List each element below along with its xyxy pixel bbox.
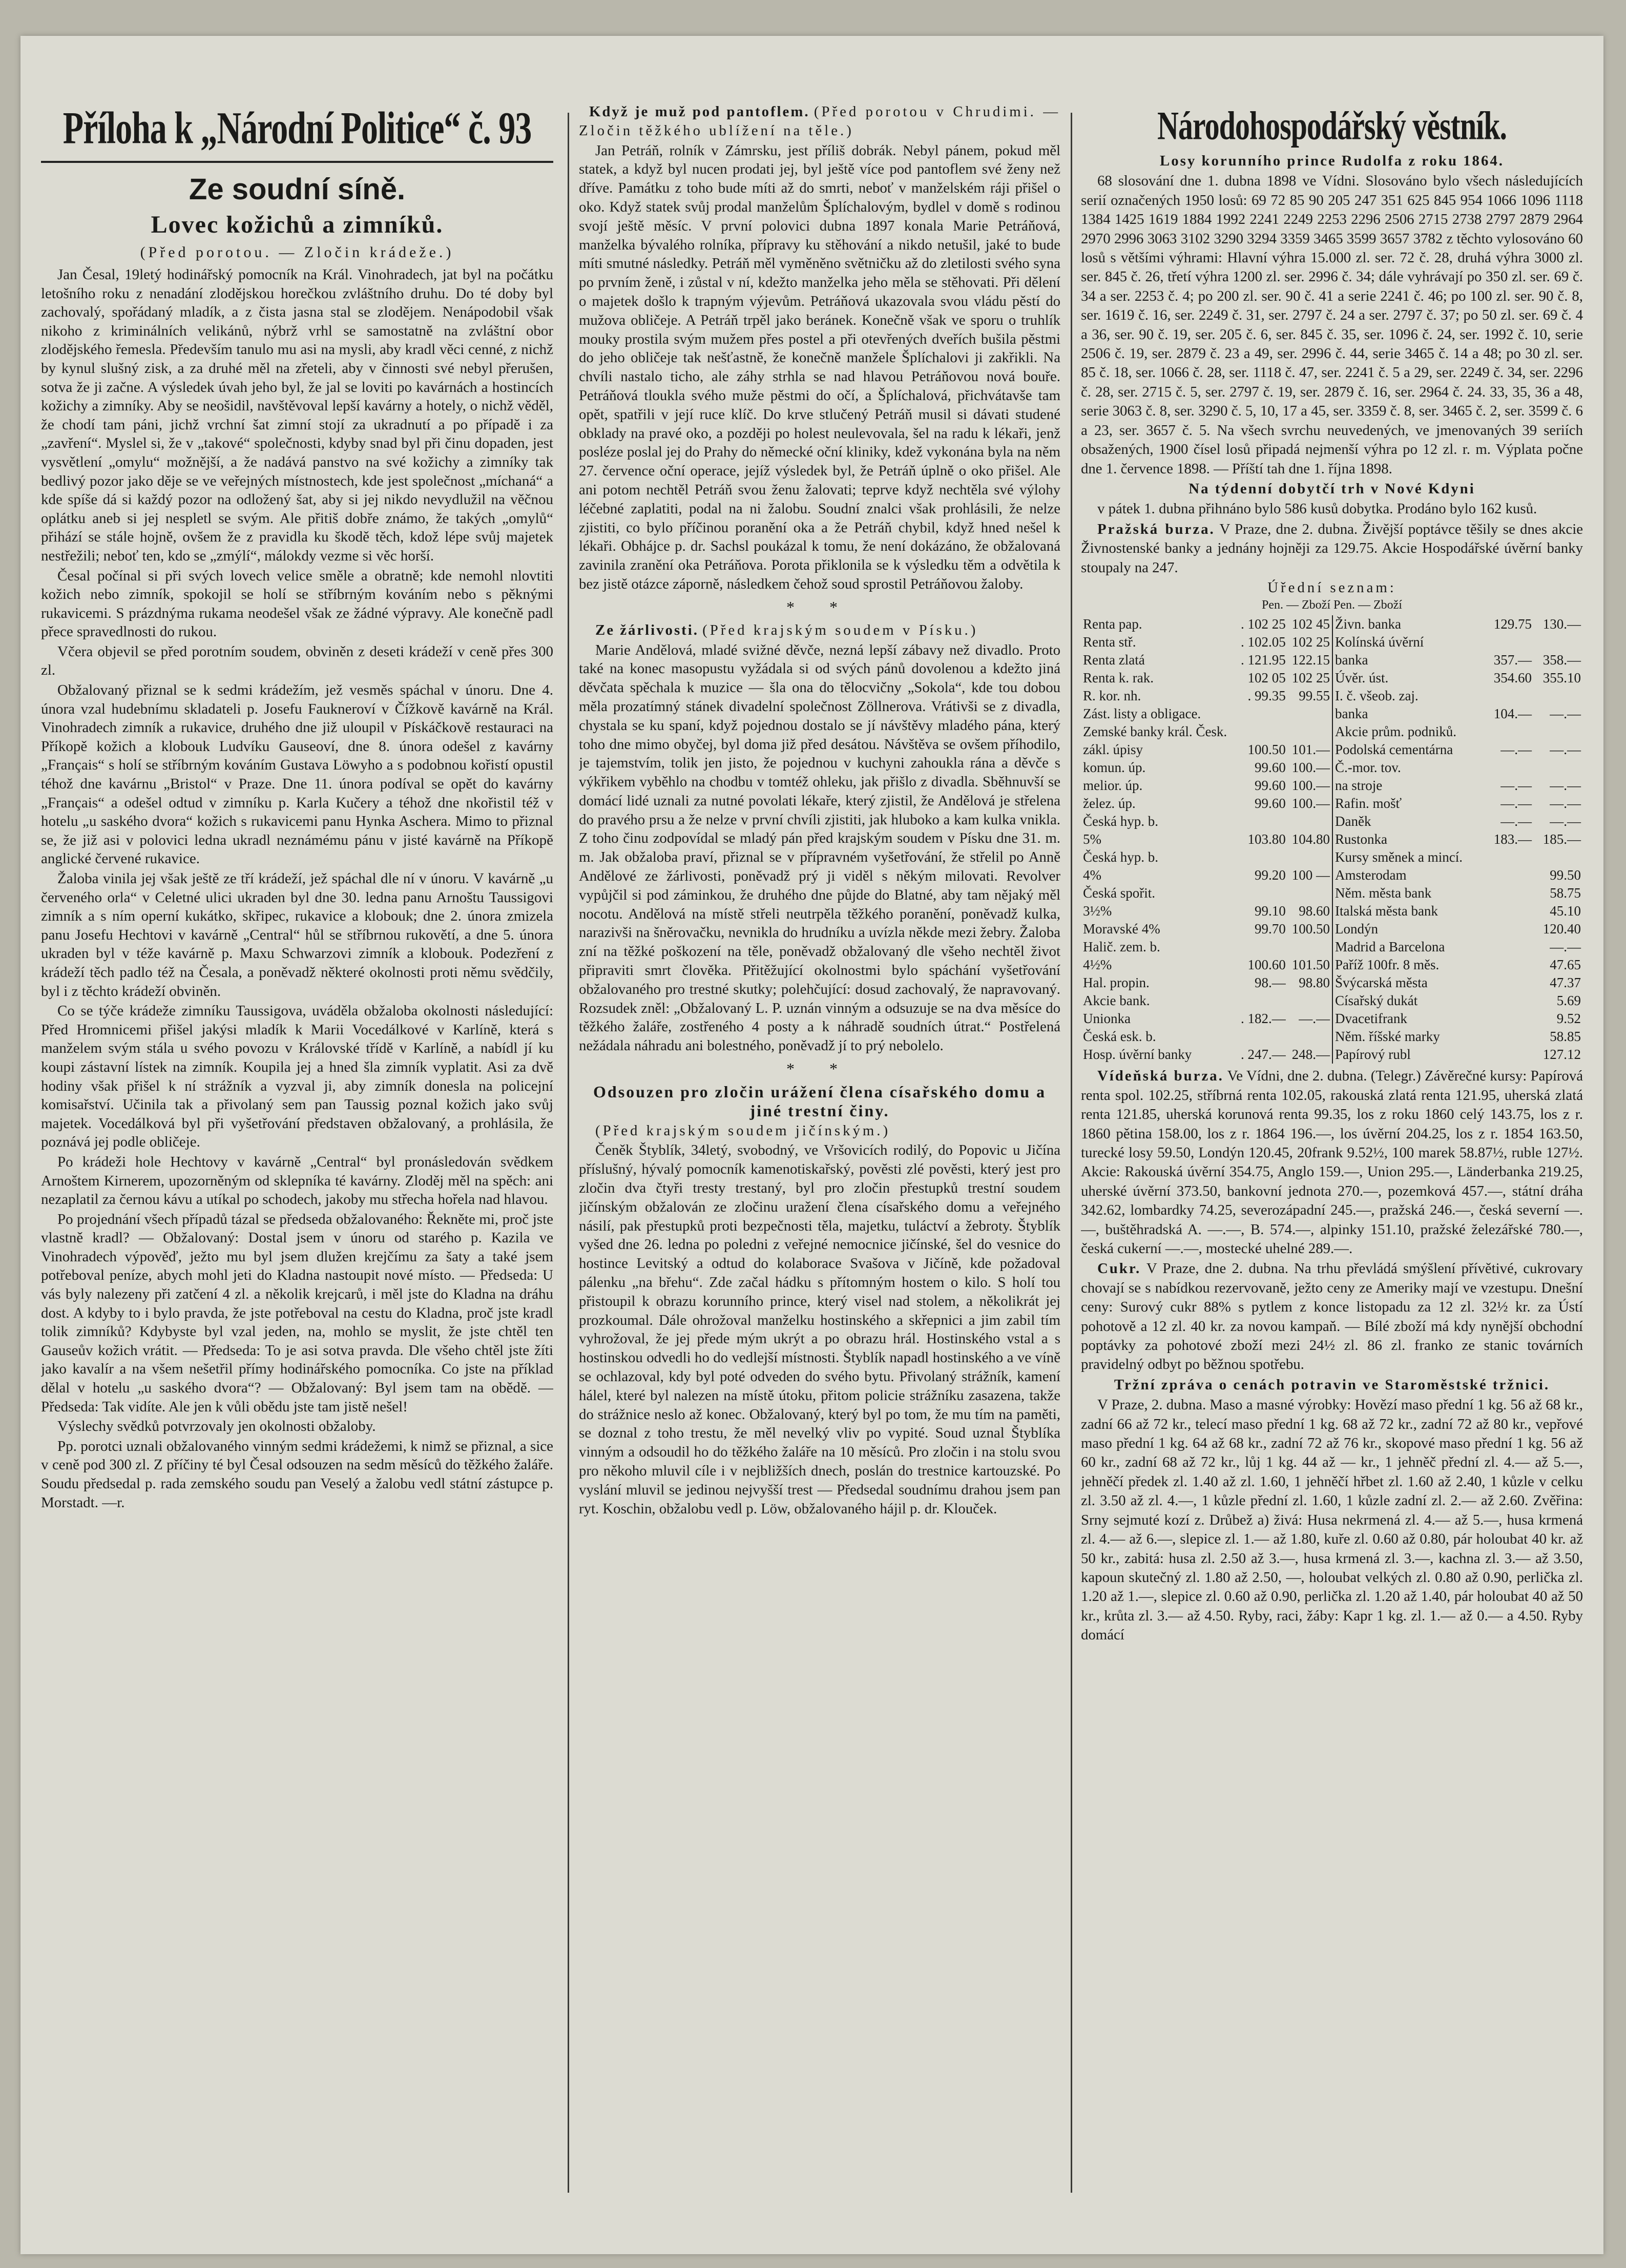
table-row <box>1081 848 1332 866</box>
row-label: Něm. města bank <box>1335 885 1432 901</box>
row-value: 47.65 <box>1550 957 1581 973</box>
row-label: Kolínská úvěrní <box>1335 634 1424 650</box>
row-value: —.— <box>1500 814 1532 829</box>
table-row <box>1081 813 1332 830</box>
row-value: —.— <box>1500 796 1532 812</box>
article-body <box>579 641 1060 1056</box>
row-value <box>1236 705 1287 723</box>
article-lead: (Před krajským soudem jičínským.) <box>595 1122 891 1139</box>
row-value <box>1288 1028 1332 1046</box>
row-value: —.— <box>1500 778 1532 794</box>
paragraph: Marie Andělová, mladé svižné děvče, nezná lepší zábavy než divadlo. Proto také na konec masopustu vyžádala si od svých pánů dovolenou a kdežto jiná děvčata spěchala k muzice — šla ona do tělocvičny „Sokola“, kde tou dobou měla prozatímný stánek divadelní společnost Zöllnerova. Vrátivši se z divadla, chystala se ku spaní, když pojednou dostalo se jí návštěvy mladého pána, který toho dne mimo obyčej, byl doma již před desátou. Návštěva se ovšem příhodilo, je tajemstvím, tolik jen jisto, že pojednou v kuchyni zahoukla rána a děvče s výkřikem vyběhlo na chodbu v tomtéž ohleku, jak přišlo z divadla. Sběhnuvší se domácí lidé uznali za nutné povolati lékaře, který zjistil, že Andělová je střelena do pravého prsu a že nelze v první chvíli zjistiti, jak hluboko a kam kulka vnikla. Z toho činu zodpovídal se mladý pán před krajským soudem v Písku dne 31. m. m. Jak obžaloba praví, přiznal se v přípravném vyšetřování, že střelil po Anně Andělové ze žárlivosti, poněvadž prý ji viděl s někým milovati. Revolver vypůjčil si pod záminkou, že druhého dne půjde do Blatné, aby tam nějaký měl nocotu. Andělová na místě střeli neutrpěla těžkého poranění, poněvadž kulka, narazivši na šněrovačku, nevnikla do hrudníku a uvízla někde mezi žebry. Žaloba zní na těžké poškození na těle, poněvadž obžalovaný dle všeho nechtěl život připraviti smrt člověka. Přitěžující okolnostmi bylo spáchání vyšetřování obžalovaného pro trestné skutky; polehčující: dosud zachovalý, že napravovaný. Rozsudek zněl: „Obžalovaný L. P. uznán vinným a odsuzuje se na dva měsíce do těžkého žaláře, zostřeného 4 posty a k náhradě soudních útrat.“ Postřelená nežádala náhradu ani bolestného, poněvadž jí to prý nebolelo. <box>579 641 1060 1054</box>
row-label: Daněk <box>1335 814 1371 829</box>
article-title: Odsouzen pro zločin urážení člena císařského domu a jiné trestní činy. <box>593 1083 1046 1120</box>
row-value: 185.— <box>1542 831 1581 847</box>
cukr-text: V Praze, dne 2. dubna. Na trhu převládá smýšlení přívětivé, cukrovary chovají se s nabídkou rezervovaně, ježto ceny ze Ameriky mají ve vzestupu. Dnešní ceny: Surový cukr 88% s pytlem z konce listopadu za 12 zl. 32½ kr. za Ústí pohotově a 12 zl. 40 kr. za novou kampaň. — Bílé zboží má kdy nynější obchodní poptávky za pohotové zboží mezi 24½ zl. 86 zl. franko ze stanic továrních pravidelný odbyt po běžnou spotřebu. <box>1081 1260 1583 1373</box>
row-label: Zást. listy a obligace. <box>1083 706 1201 722</box>
row-value: . 121.95 <box>1240 652 1286 668</box>
videnska-text: Ve Vídni, dne 2. dubna. (Telegr.) Závěrečné kursy: Papírová renta spol. 102.25, stříbrná renta 102.05, rakouská zlatá renta 121.95, uherská zlatá renta 121.85, uherská korunová renta 99.35, los z roku 1860 celý 143.75, los z r. 1860 pětina 158.00, los z r. 1864 196.—, los úvěrní 204.25, los z r. 1854 163.50, turecké losy 59.50, Londýn 120.45, 20frank 9.52½, 100 marek 58.87½, ruble 127½. Akcie: Rakouská úvěrní 354.75, Anglo 159.—, Union 295.—, Länderbanka 219.25, uherské úvěrní 373.50, bankovní jednota 270.—, pozemková 457.—, státní dráha 342.62, lombardky 74.25, severozápadní 245.—, pražská 246.—, česká severní —.—, buštěhradská A. —.—, B. 574.—, alpinky 151.10, pražské železářské 780.—, česká cukerní —.—, mostecké uhelné 289.—. <box>1081 1068 1583 1257</box>
row-value: 45.10 <box>1550 903 1581 919</box>
row-label: Hal. propin. <box>1083 975 1150 991</box>
row-value: —.— <box>1550 706 1581 722</box>
row-label: 3½% <box>1083 903 1112 919</box>
row-value: —.— <box>1550 796 1581 812</box>
row-value <box>1288 938 1332 956</box>
table-row <box>1081 759 1332 777</box>
row-value <box>1485 848 1534 866</box>
row-label: Renta stř. <box>1083 634 1136 650</box>
section-title: Ze soudní síně. <box>189 173 406 206</box>
row-label: Podolská cementárna <box>1335 742 1453 758</box>
exchange-table <box>1081 612 1583 1067</box>
table-row <box>1081 938 1332 956</box>
row-label: R. kor. nh. <box>1083 688 1141 704</box>
row-value <box>1236 848 1287 866</box>
row-value <box>1485 1010 1534 1028</box>
table-row <box>1332 1046 1583 1064</box>
row-value <box>1485 938 1534 956</box>
row-value: 183.— <box>1493 831 1532 847</box>
paragraph: Čeněk Štyblík, 34letý, svobodný, ve Vršovicích rodilý, do Popovic u Jičína příslušný, hývalý pomocník kamenotiskařský, pověsti zlé pověsti, který jest pro zločin dva čtyři tresty trestaný, byl pro zločin přestupků trestní soudem jičínským obžalován ze zločinu uražení člena císařského domu a veřejného násilí, pak přestupků proti bezpečnosti těla, majetku, tuláctví a žebroty. Štyblík vyšed dne 26. ledna po poledni z veřejné nemocnice jičínské, šel do vesnice do hostince Levitský a odtud do kolaborace Svašova v Jičíně, kde požadoval pálenku „na břehu“. Zde začal hádku s přítomným hostem o kilo. S holí tou přistoupil k obrazu korunního prince, který visel nad stolem, a několikrát jej prozkoumal. Dále ohrožoval manželku hostinského a skřepnici a jim zabil tím vyhrožoval, že jej přede mým ukrýt a po obrazu hrál. Hostinského vstal a s hostinskou odvedli ho do vedlejší místnosti. Štyblík napadl hostinského a ve víně se ochlazoval, kdy byl poté odveden do svého bytu. Přivolaný strážník, kamení hálel, které byl nalezen na místě útoku, přitom policie strážníku zasazena, takže do strážnice neslo až konec. Obžalovaný, který byl po tom, že mu tím na paměti, se doznal z toho trestu, že měl nevelký vliv po vypité. Soud uznal Štyblíka vinným a odsoudil ho do těžkého žaláře na 10 měsíců. Pro zločin i na stolu svou pro někoho mluvil cíle i v nejbližších dnech, poslán do trestnice kartouzské. Po vyslání mluvil se jedinou nejvyšší trest — Předsedal soudnímu drahou jsem pan ryt. Koschin, obžalobu vedl p. Löw, obžalovaného hájil p. dr. Klouček. <box>579 1142 1060 1517</box>
table-left <box>1081 615 1332 1064</box>
row-value: 100.— <box>1291 778 1330 794</box>
table-row <box>1081 615 1332 633</box>
table-row <box>1332 633 1583 651</box>
row-value: 58.75 <box>1550 885 1581 901</box>
row-label: Živn. banka <box>1335 616 1401 632</box>
table-row <box>1081 705 1332 723</box>
row-label: Halič. zem. b. <box>1083 939 1160 955</box>
paragraph: Po krádeži hole Hechtovy v kavárně „Central“ byl pronásledován svědkem Arnoštem Kirnerem, upozorněným od sklepníka té kavárny. Zloděj měl na spěch: ani nezaplatil za černou kávu a utíkal po schodech, jakoby mu střecha hořela nad hlavou. <box>41 1153 553 1208</box>
row-label: Unionka <box>1083 1011 1131 1027</box>
row-value: —.— <box>1550 939 1581 955</box>
row-value: 102 25 <box>1291 670 1330 686</box>
row-value <box>1485 902 1534 920</box>
row-value <box>1534 633 1583 651</box>
table-row <box>1332 866 1583 884</box>
row-value: 101.50 <box>1291 957 1330 973</box>
row-value: 355.10 <box>1542 670 1581 686</box>
row-label: Zemské banky král. Česk. <box>1083 724 1227 740</box>
row-value: 104.80 <box>1291 831 1330 847</box>
separator-stars: * * <box>786 1059 853 1078</box>
table-row <box>1081 1046 1332 1064</box>
row-label: Rustonka <box>1335 831 1388 847</box>
row-value: 248.— <box>1291 1047 1330 1063</box>
row-label: Akcie bank. <box>1083 993 1150 1009</box>
row-value: —.— <box>1550 778 1581 794</box>
row-value: 357.— <box>1493 652 1532 668</box>
table-row <box>1081 741 1332 759</box>
table-row <box>1081 633 1332 651</box>
table-row <box>1081 920 1332 938</box>
column-economic-news <box>1081 102 1583 2239</box>
row-value <box>1236 884 1287 902</box>
row-value: . 247.— <box>1240 1047 1286 1063</box>
table-row <box>1081 777 1332 795</box>
row-value: 100.50 <box>1291 921 1330 937</box>
table-row <box>1081 1010 1332 1028</box>
row-label: Renta k. rak. <box>1083 670 1154 686</box>
table-row <box>1332 651 1583 669</box>
table-row <box>1332 920 1583 938</box>
row-value: . 99.35 <box>1247 688 1286 704</box>
row-label: Hosp. úvěrní banky <box>1083 1047 1192 1063</box>
row-value: 99.70 <box>1254 921 1286 937</box>
table-row <box>1332 1028 1583 1046</box>
row-label: Amsterodam <box>1335 867 1407 883</box>
row-value: 127.12 <box>1542 1047 1581 1063</box>
table-row <box>1081 902 1332 920</box>
table-row <box>1332 1010 1583 1028</box>
row-value: 102 25 <box>1291 634 1330 650</box>
row-value: 104.— <box>1493 706 1532 722</box>
row-value <box>1485 1028 1534 1046</box>
row-value: —.— <box>1550 742 1581 758</box>
row-label: Madrid a Barcelona <box>1335 939 1445 955</box>
table-row <box>1332 848 1583 866</box>
row-value: 5.69 <box>1556 993 1581 1009</box>
article-title: Lovec kožichů a zimníků. <box>151 211 444 238</box>
row-label: komun. úp. <box>1083 760 1146 776</box>
row-label: Paříž 100fr. 8 měs. <box>1335 957 1440 973</box>
paragraph: Jan Petráň, rolník v Zámrsku, jest příliš dobrák. Nebyl pánem, pokud měl statek, a když byl nucen prodati jej, byl ještě více pod pantoflem své ženy než dříve. Památku z toho bude míti až do smrti, neboť v manželském ráji přišel o oko. Když statek svůj prodal manželům Šplíchalovým, bydlel v domě s rodinou svojí ještě měsíc. V první polovici dubna 1897 konala Marie Petráňová, manželka bývalého rolníka, přípravy ku stěhování a nikdo netušil, jaké to bude míti smutné následky. Petráň měl vyměněno světničku až do zletilosti svého syna po prvním ženě, i zůstal v ní, kdežto manželka jeho měla se stěhovati. Při dělení o majetek došlo k trapným výjevům. Petráňová ukazovala svou vládu pěstí do mužova obličeje. A Petráň trpěl jako beránek. Konečně však ve sporu o truhlík mouky prostila svým mužem přes postel a při otevřených dveřích bušila pěstmi do jeho obličeje tak nešťastně, že konečně manžele Šplíchalovi ji zakřikli. Na chvíli nastalo ticho, ale záhy strhla se nad hlavou Petráňovou nová bouře. Petráňová tloukla svého muže pěstmi do očí, a Šplíchalová, přichvátavše tam opět, spatřili v její ruce klíč. Do krve stlučený Petráň musil si dávati studené obklady na pravé oko, a později po holest neulevovala, šel na radu k lékaři, jenž posléze poslal jej do Prahy do německé oční kliniky, kdež vykonána byla na něm 27. července oční operace, jejíž výsledek byl, že Petráň úplně o oko přišel. Ale ani potom nechtěl Petráň svou ženu žalovati; teprve když nechtěla své výlohy léčebné zaplatiti, podal na ni žalobu. Soudní znalci však prohlásili, že nelze zjistiti, co bylo příčinou poranění oka a že Petráň chybil, když hned nešel k lékaři. Obhájce p. dr. Sachsl poukázal k tomu, že není dokázáno, že obžalovaná zavinila zranění oka Petráňova. Porota přiklonila se k výsledku těm a odvětila k bez jistě otázce záporně, následkem čehož soud sprostil Petráňovou žaloby. <box>579 142 1060 592</box>
table-row <box>1081 956 1332 974</box>
table-row <box>1332 705 1583 723</box>
table-title: Úřední seznam: <box>1267 579 1396 596</box>
row-value: 99.50 <box>1550 867 1581 883</box>
burza-text: V Praze, dne 2. dubna. Živější poptávce těšily se dnes akcie Živnostenské banky a jednány hojněji za 129.75. Akcie Hospodářské úvěrní banky stoupaly na 247. <box>1081 521 1583 576</box>
table-row <box>1332 956 1583 974</box>
newspaper-page <box>20 36 1603 2254</box>
table-row <box>1332 902 1583 920</box>
row-value: 122.15 <box>1291 652 1330 668</box>
article-lead: (Před krajským soudem v Písku.) <box>702 621 978 638</box>
table-row <box>1332 777 1583 795</box>
table-row <box>1081 992 1332 1010</box>
table-row <box>1081 866 1332 884</box>
table-row <box>1081 1028 1332 1046</box>
row-label: Kursy směnek a mincí. <box>1335 849 1463 865</box>
row-label: Londýn <box>1335 921 1378 937</box>
row-value <box>1288 884 1332 902</box>
row-value: 129.75 <box>1493 616 1532 632</box>
table-row <box>1081 669 1332 687</box>
row-label: Císařský dukát <box>1335 993 1418 1009</box>
row-value <box>1288 705 1332 723</box>
row-value <box>1485 956 1534 974</box>
table-row <box>1332 813 1583 830</box>
column-rule <box>568 113 569 2193</box>
row-value: 101.— <box>1291 742 1330 758</box>
masthead: Příloha k „Národní Politice“ č. 93 <box>62 103 532 154</box>
table-row <box>1332 741 1583 759</box>
row-value: 58.85 <box>1550 1029 1581 1045</box>
row-value <box>1236 992 1287 1010</box>
row-value <box>1485 866 1534 884</box>
row-value <box>1534 687 1583 705</box>
row-value <box>1485 1046 1534 1064</box>
paragraph: Pp. porotci uznali obžalovaného vinným sedmi krádežemi, k nimž se přiznal, a sice v ceně pod 300 zl. Z příčiny té byl Česal odsouzen na sedm měsíců do těžkého žaláře. Soudu předsedal p. rada zemského soudu pan Veselý a žalobu vedl státní zástupce p. Morstadt. —r. <box>41 1438 553 1511</box>
row-value <box>1534 848 1583 866</box>
article-body <box>579 1141 1060 1518</box>
table-row <box>1332 687 1583 705</box>
row-value <box>1485 759 1534 777</box>
table-row <box>1332 992 1583 1010</box>
row-value: 98.60 <box>1299 903 1330 919</box>
row-label: Rafin. mošť <box>1335 796 1402 812</box>
table-right <box>1332 615 1583 1064</box>
table-row <box>1081 651 1332 669</box>
row-value: —.— <box>1500 742 1532 758</box>
article-body <box>41 265 553 1512</box>
burza-title: Pražská burza. <box>1097 521 1215 537</box>
row-value: 99.10 <box>1254 903 1286 919</box>
table-row <box>1081 687 1332 705</box>
masthead: Národohospodářský věstník. <box>1157 103 1507 149</box>
paragraph: Jan Česal, 19letý hodinářský pomocník na Král. Vinohradech, jat byl na počátku letošního roku z nenadání zlodějskou horečkou zvláštního druhu. Do té doby byl zachovalý, spořádaný mladík, a z čista jasna stal se zlodějem. Nenápodobil však nikoho z kriminálních velikánů, nýbrž vrhl se samostatně na zvláštní obor zlodějského řemesla. Především tanulo mu asi na mysli, aby kradl věci cenné, z nichž by kynul slušný zisk, a za druhé měl na zřeteli, aby v činnosti své nebyl přerušen, sotva že ji začne. A výsledek úvah jeho byl, že jal se loviti po kavárnách a hostincích kožichy a zimníky. Aby se neošidil, navštěvoval lepší kavárny a hotely, o nichž věděl, že chodí tam páni, jichž vrchní šat zimní stojí za ukradnutí a po případě i za „zavření“. Myslel si, že v „takové“ společnosti, kdyby snad byl při činu dopaden, jest vysvětlení „omylu“ možnější, a že nadává panstvo na své kožichy a zimníky tak bedlivý pozor jako děje se ve veřejných místnostech, kde jest společnost „míchaná“ a kde spíše dá si každý pozor na odložený šat, aby si jej nikdo nevydlužil na věčnou oplátku aneb si jej nespletl se svým. Ale přitiš dobře známo, že takých „omylů“ přihází se stále hojně, ovšem že z pravidla ku škodě těch, kdož lépe svůj majetek nestřežili; neboť ten, kdo se „zmýlí“, málokdy vezme si věc horší. <box>41 266 553 564</box>
table-row <box>1332 615 1583 633</box>
row-value: 102 45 <box>1291 616 1330 632</box>
table-row <box>1081 974 1332 992</box>
row-label: Česká hyp. b. <box>1083 849 1158 865</box>
row-label: Česká hyp. b. <box>1083 814 1158 829</box>
article-lead: (Před porotou v Chrudimi. — Zločin těžkého ublížení na těle.) <box>579 103 1060 139</box>
row-label: Moravské 4% <box>1083 921 1160 937</box>
row-value: 100.— <box>1291 796 1330 812</box>
row-value <box>1485 992 1534 1010</box>
table-row <box>1332 723 1583 741</box>
row-value <box>1485 723 1534 741</box>
trzni-text: V Praze, 2. dubna. Maso a masné výrobky: Hovězí maso přední 1 kg. 56 až 68 kr., zadní 66 až 72 kr., telecí maso přední 1 kg. 68 až 72 kr., zadní 72 až 80 kr., vepřové maso přední 1 kg. 64 až 68 kr., zadní 72 až 76 kr., skopové maso přední 1 kg. 56 až 60 kr., zadní 68 až 72 kr., lůj 1 kg. 44 až — kr., 1 jehněč přední zl. 4.— až 5.—, jehněčí předek zl. 1.40 až zl. 1.60, 1 jehněčí hřbet zl. 1.60 až 2.40, 1 kůzle v celku zl. 3.50 až zl. 4.—, 1 kůzle přední zl. 1.60, 1 kůzle zadní zl. 2.— až 2.60. Zvěřina: Srny sejmuté kozí z. Drůbež a) živá: Husa nekrmená zl. 4.— až 5.—, husa krmená zl. 4.— až 6.—, slepice zl. 1.— až 1.80, kuře zl. 0.60 až 0.80, pár holoubat 40 kr. až 50 kr., zabitá: husa zl. 2.50 až 3.—, husa krmená zl. 3.—, kachna zl. 3.— až 3.50, kapoun skutečný zl. 1.80 až 2.50, —, holoubat velkých zl. 0.80 až 0.90, perlička zl. 1.20 až 1.—, slepice zl. 0.60 až 0.90, perlička zl. 1.20 až 1.40, pár holoubat 40 až 50 kr., krůta zl. 3.— až 4.50. Ryby, raci, žáby: Kapr 1 kg. zl. 1.— až 0.— a 4.50. Ryby domácí <box>1081 1397 1583 1643</box>
table-row <box>1332 669 1583 687</box>
row-value <box>1236 723 1287 741</box>
table-row <box>1332 938 1583 956</box>
row-value: 99.60 <box>1254 760 1286 776</box>
row-value: 100.— <box>1291 760 1330 776</box>
row-label: banka <box>1335 706 1368 722</box>
paragraph: Co se týče krádeže zimníku Taussigova, uváděla obžaloba okolnosti následující: Před Hromnicemi přišel jakýsi mladík k Marii Vocedálkové v Karlíně, která s manželem svým stála u svého povozu v Královské třídě v Karlíně, a nabídl jí ku koupi zástavní lístek na zimník. Koupila jej a hned šla zimník vyplatit. Asi za dvě hodiny však přišel k ní strážník a vyzval ji, aby zimník donesla na policejní komisařství. Učinila tak a přivolaný sem pan Taussig poznal kožich jako svůj majetek. Vocedálková byl při vyšetřování představen obžalovaný, a prohlásila, že poznává jej podle obličeje. <box>41 1003 553 1151</box>
row-label: Dvacetifrank <box>1335 1011 1407 1027</box>
row-label: 5% <box>1083 831 1101 847</box>
row-label: banka <box>1335 652 1368 668</box>
row-value: —.— <box>1550 814 1581 829</box>
table-row <box>1332 830 1583 848</box>
row-label: melior. úp. <box>1083 778 1143 794</box>
row-label: Renta pap. <box>1083 616 1142 632</box>
row-value <box>1236 813 1287 830</box>
table-head: Pen. — Zboží Pen. — Zboží <box>1262 598 1402 612</box>
row-value: 102 05 <box>1247 670 1286 686</box>
column-court-reports-2 <box>579 102 1060 2239</box>
row-value <box>1534 759 1583 777</box>
table-row <box>1081 795 1332 813</box>
row-value: 99.60 <box>1254 778 1286 794</box>
row-value <box>1534 723 1583 741</box>
row-value: 130.— <box>1542 616 1581 632</box>
table-row <box>1081 884 1332 902</box>
row-value: 98.80 <box>1299 975 1330 991</box>
los-text: 68 slosování dne 1. dubna 1898 ve Vídni. Slosováno bylo všech následujících serií označených 1950 losů: 69 72 85 90 205 247 351 625 845 954 1066 1096 1118 1384 1425 1619 1884 1992 2241 2249 2253 2296 2506 2715 2738 2797 2879 2964 2970 2996 3063 3102 3290 3294 3359 3465 3599 3657 3782 z těchto vylosováno 60 losů s většími výhrami: Hlavní výhra 15.000 zl. ser. 72 č. 28, druhá výhra 3000 zl. ser. 845 č. 26, třetí výhra 1200 zl. ser. 2996 č. 34; dále vyhrávají po 350 zl. ser. 69 č. 34 a ser. 2253 č. 4; po 200 zl. ser. 90 č. 41 a serie 2241 č. 46; po 100 zl. ser. 90 č. 8, ser. 1619 č. 16, ser. 2249 č. 31, ser. 2797 č. 24 a ser. 2797 č. 37; po 50 zl. ser. 69 č. 4 a 36, ser. 90 č. 19, ser. 205 č. 6, ser. 845 č. 35, ser. 1096 č. 24, ser. 1992 č. 10, serie 2506 č. 19, ser. 2879 č. 23 a 49, ser. 2996 č. 44, serie 3465 č. 14 a 48; po 30 zl. ser. 85 č. 18, ser. 1066 č. 28, ser. 1118 č. 47, ser. 2241 č. 5 a 29, ser. 2249 č. 34, ser. 2296 č. 28, ser. 2715 č. 5, ser. 2797 č. 19, ser. 2879 č. 16, ser. 2964 č. 24. 33, 35, 36 a 48, serie 3063 č. 8, ser. 3290 č. 5, 10, 17 a 45, ser. 3359 č. 8, ser. 3465 č. 2, ser. 3599 č. 6 a 23, ser. 3657 č. 5. Na všech svrchu neuvedených, ve jmenovaných 39 seriích obsažených, 1900 čísel losů připadá nejmenší výhra po 12 zl. r. m. Výplata počne dne 1. července 1898. — Příští tah dne 1. října 1898. <box>1081 173 1583 477</box>
row-value: 47.37 <box>1550 975 1581 991</box>
row-value: 99.20 <box>1254 867 1286 883</box>
los-title: Losy korunního prince Rudolfa z roku 1864. <box>1160 153 1504 169</box>
table-row <box>1332 795 1583 813</box>
row-value: . 182.— <box>1240 1011 1286 1027</box>
row-value: 103.80 <box>1247 831 1286 847</box>
row-value <box>1485 920 1534 938</box>
row-value: 358.— <box>1542 652 1581 668</box>
row-value: 354.60 <box>1493 670 1532 686</box>
row-label: Č.-mor. tov. <box>1335 760 1401 776</box>
paragraph: Výslechy svědků potvrzovaly jen okolnosti obžaloby. <box>57 1418 376 1435</box>
row-value <box>1288 848 1332 866</box>
row-label: Akcie prům. podniků. <box>1335 724 1456 740</box>
trh-title: Na týdenní dobytčí trh v Nové Kdyni <box>1189 480 1475 497</box>
row-value: 9.52 <box>1556 1011 1581 1027</box>
separator-stars: * * <box>786 597 853 616</box>
cukr-title: Cukr. <box>1097 1260 1141 1277</box>
trh-text: v pátek 1. dubna přihnáno bylo 586 kusů dobytka. Prodáno bylo 162 kusů. <box>1097 501 1537 517</box>
row-value: . 102 25 <box>1240 616 1286 632</box>
row-value: 100.60 <box>1247 957 1286 973</box>
column-rule <box>1071 113 1072 2193</box>
row-value <box>1236 1028 1287 1046</box>
row-value <box>1236 938 1287 956</box>
trzni-title: Tržní zpráva o cenách potravin ve Staroměstské tržnici. <box>1114 1376 1550 1393</box>
row-label: Švýcarská města <box>1335 975 1428 991</box>
row-label: 4% <box>1083 867 1101 883</box>
row-value: 99.55 <box>1299 688 1330 704</box>
table-row <box>1081 723 1332 741</box>
row-label: Papírový rubl <box>1335 1047 1411 1063</box>
row-value <box>1485 687 1534 705</box>
row-value: 99.60 <box>1254 796 1286 812</box>
row-label: Renta zlatá <box>1083 652 1145 668</box>
row-label: Italská města bank <box>1335 903 1438 919</box>
row-label: 4½% <box>1083 957 1112 973</box>
paragraph: Obžalovaný přiznal se k sedmi krádežím, jež vesměs spáchal v únoru. Dne 4. února vzal hudebnímu skladateli p. Josefu Faukneroví v Čížkově kavárně na Král. Vinohradech zimník a rukavice, druhého dne již uloupil v Pískáčkově restauraci na Příkopě kožich a klobouk Ludvíku Gauseoví, dne 8. února odešel z kavárny „Français“ s holí se stříbrným kováním Gustava Löwyho a s podobnou kořistí opustil téhož dne kavárnu „Bristol“ v Praze. Dne 11. února podíval se opět do kavárny „Français“ a odešel odtud v zimníku p. Karla Kučery a téhož dne nkořistil též v hotelu „u saského dvora“ kožich s rukavicemi panu Hynka Aschera. Mimo to přiznal se, že již asi v polovici ledna ukradl neznámému pánu v jisté kavárně na Příkopě anglické červené rukavice. <box>41 682 553 867</box>
row-label: na stroje <box>1335 778 1383 794</box>
row-value: . 102.05 <box>1240 634 1286 650</box>
row-value <box>1485 633 1534 651</box>
row-value <box>1485 884 1534 902</box>
row-value: 100.50 <box>1247 742 1286 758</box>
row-label: želez. úp. <box>1083 796 1136 812</box>
paragraph: Žaloba vinila jej však ještě ze tří krádeží, jež spáchal dle ní v únoru. V kavárně „u červeného orla“ v Celetné ulici ukraden byl dne 30. ledna panu Arnoštu Taussigovi zimník a s ním operní kukátko, skřipec, rukavice a klobouk; dne 2. února zmizela panu Josefu Hechtovi v kavárně „Central“ hůl se stříbrnou rukovětí, a dne 5. února ukraden byl v téže kavárně p. Maxu Schwarzovi zimník a klobouk. Podezření z krádeží těch padlo též na Česala, a poněvadž některé okolnosti proti němu svědčily, byl i z těchto krádeží obviněn. <box>41 870 553 1000</box>
row-value <box>1288 813 1332 830</box>
row-value: 98.— <box>1254 975 1286 991</box>
row-label: Něm. říšské marky <box>1335 1029 1440 1045</box>
paragraph: Po projednání všech případů tázal se předseda obžalovaného: Řekněte mi, proč jste vlastně kradl? — Obžalovaný: Dostal jsem v únoru od starého p. Kazila ve Vinohradech výpověď, ježto mu byl jsem dlužen krejčímu za šaty a také jsem potřeboval peníze, abych mohl jeti do Kladna nastoupit nové místo. — Předseda: U vás byly nalezeny při zatčení 4 zl. a několik krejcarů, i měl jste do Kladna na dráhu dost. A kdyby to i bylo pravda, že jste potřeboval na cestu do Kladna, proč jste kradl tolik zimníků? Kdybyste byl vzal jeden, na, mohlo se myslit, že jste chtěl ten Gauseův kožich vrátit. — Předseda: To je asi sotva pravda. Dle všeho chtěl jste žíti jako kavalír a na všem nešetřil přímy hodinářského pomocníka. Co jste na příklad dělal v hotelu „u saského dvora“? — Obžalovaný: Byl jsem tam na obědě. — Předseda: Tak vidíte. Ale jen k vůli obědu jste tam jistě nešel! <box>41 1211 553 1415</box>
article-title: Když je muž pod pantoflem. <box>589 103 810 120</box>
article-body <box>579 141 1060 594</box>
row-label: I. č. všeob. zaj. <box>1335 688 1419 704</box>
row-label: zákl. úpisy <box>1083 742 1143 758</box>
row-label: Česká esk. b. <box>1083 1029 1156 1045</box>
row-value: 100 — <box>1291 867 1330 883</box>
table-row <box>1332 974 1583 992</box>
row-value <box>1485 974 1534 992</box>
paragraph: Včera objevil se před porotním soudem, obviněn z deseti krádeží v ceně přes 300 zl. <box>41 643 553 679</box>
row-value: —.— <box>1299 1011 1330 1027</box>
table-row <box>1081 830 1332 848</box>
row-value: 120.40 <box>1542 921 1581 937</box>
table-row <box>1332 884 1583 902</box>
article-title: Ze žárlivosti. <box>595 621 699 638</box>
column-court-reports <box>41 102 553 2239</box>
article-court: (Před porotou. — Zločin krádeže.) <box>140 244 454 261</box>
row-label: Česká spořit. <box>1083 885 1155 901</box>
paragraph: Česal počínal si při svých lovech velice směle a obratně; kde nemohl nlovtiti kožich nebo zimník, spokojil se holí se stříbrným kováním nebo s pěknými rukavicemi. S prázdnýma rukama neodešel však ze žádné výpravy. Ale konečně padl přece spravedlnosti do rukou. <box>41 567 553 640</box>
row-label: Úvěr. úst. <box>1335 670 1389 686</box>
table-row <box>1332 759 1583 777</box>
row-value <box>1288 992 1332 1010</box>
row-value <box>1288 723 1332 741</box>
videnska-title: Vídeňská burza. <box>1097 1068 1224 1085</box>
